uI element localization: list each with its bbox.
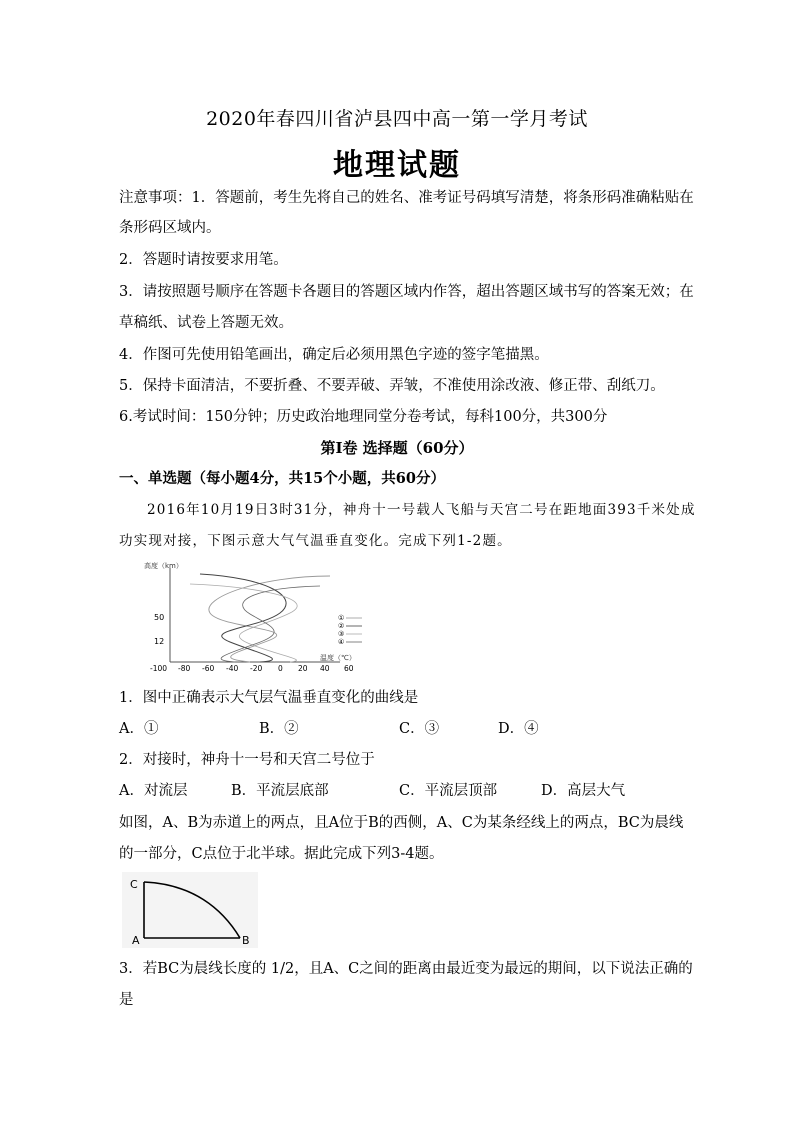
- y-axis-label: 高度（km）: [144, 562, 183, 570]
- passage2-line-2: 的一部分，C点位于北半球。据此完成下列3-4题。: [119, 846, 444, 862]
- q2-option-d[interactable]: D．高层大气: [541, 783, 626, 799]
- note-line-8: 6.考试时间：150分钟；历史政治地理同堂分卷考试，每科100分，共300分: [119, 409, 608, 425]
- passage2-line-1: 如图，A、B为赤道上的两点，且A位于B的西侧，A、C为某条经线上的两点，BC为晨线: [119, 815, 684, 831]
- note-line-4: 3．请按照题号顺序在答题卡各题目的答题区域内作答，超出答题区域书写的答案无效；在: [119, 284, 694, 300]
- x-tick: -80: [178, 664, 191, 673]
- passage1-line-2: 功实现对接，下图示意大气气温垂直变化。完成下列1-2题。: [119, 533, 512, 549]
- q2-option-b[interactable]: B．平流层底部: [231, 783, 329, 799]
- note-line-3: 2．答题时请按要求用笔。: [119, 252, 288, 268]
- y-tick-50: 50: [154, 613, 165, 622]
- q3-stem: 3．若BC为晨线长度的 1/2，且A、C之间的距离由最近变为最远的期间，以下说法正确的: [119, 961, 693, 977]
- legend-1: ①: [338, 614, 345, 622]
- x-tick: -100: [150, 664, 168, 673]
- note-line-7: 5．保持卡面清洁，不要折叠、不要弄破、弄皱，不准使用涂改液、修正带、刮纸刀。: [119, 378, 665, 394]
- x-axis-label: 温度（℃）: [320, 654, 356, 662]
- x-tick: -20: [250, 664, 263, 673]
- y-tick-12: 12: [154, 637, 165, 646]
- q1-option-d[interactable]: D．④: [498, 721, 539, 737]
- part-title: 一、单选题（每小题4分，共15个小题，共60分）: [119, 470, 445, 487]
- subject-title: 地理试题: [333, 148, 461, 183]
- temperature-profile-figure: [140, 558, 380, 674]
- note-line-6: 4．作图可先使用铅笔画出，确定后必须用黑色字迹的签字笔描黑。: [119, 347, 549, 363]
- exam-title: 2020年春四川省泸县四中高一第一学月考试: [206, 108, 588, 130]
- q1-option-b[interactable]: B．②: [259, 721, 299, 737]
- legend-3: ③: [338, 630, 345, 638]
- label-c: C: [130, 878, 138, 891]
- x-tick: 60: [344, 664, 354, 673]
- x-tick: -40: [226, 664, 239, 673]
- q1-option-c[interactable]: C．③: [399, 721, 440, 737]
- note-line-5: 草稿纸、试卷上答题无效。: [119, 315, 293, 331]
- label-a: A: [132, 934, 140, 947]
- q2-option-a[interactable]: A．对流层: [119, 783, 188, 799]
- x-tick: 0: [278, 664, 283, 673]
- note-line-2: 条形码区域内。: [119, 220, 221, 236]
- curve-2: [200, 574, 286, 662]
- section-title: 第Ⅰ卷 选择题（60分）: [320, 439, 474, 457]
- legend-2: ②: [338, 622, 345, 630]
- passage1-line-1: 2016年10月19日3时31分，神舟十一号载人飞船与天宫二号在距地面393千米处成: [147, 502, 696, 518]
- legend-4: ④: [338, 638, 345, 646]
- x-tick: 20: [298, 664, 308, 673]
- x-tick: -60: [202, 664, 215, 673]
- note-line-1: 注意事项：1．答题前，考生先将自己的姓名、准考证号码填写清楚，将条形码准确粘贴在: [119, 190, 694, 206]
- terminator-figure: [122, 872, 258, 948]
- q2-stem: 2．对接时，神舟十一号和天宫二号位于: [119, 752, 375, 768]
- q2-option-c[interactable]: C．平流层顶部: [399, 783, 498, 799]
- q3-stem-cont: 是: [119, 992, 134, 1008]
- x-tick: 40: [320, 664, 330, 673]
- q1-stem: 1．图中正确表示大气层气温垂直变化的曲线是: [119, 690, 419, 706]
- label-b: B: [242, 934, 250, 947]
- q1-option-a[interactable]: A．①: [119, 721, 159, 737]
